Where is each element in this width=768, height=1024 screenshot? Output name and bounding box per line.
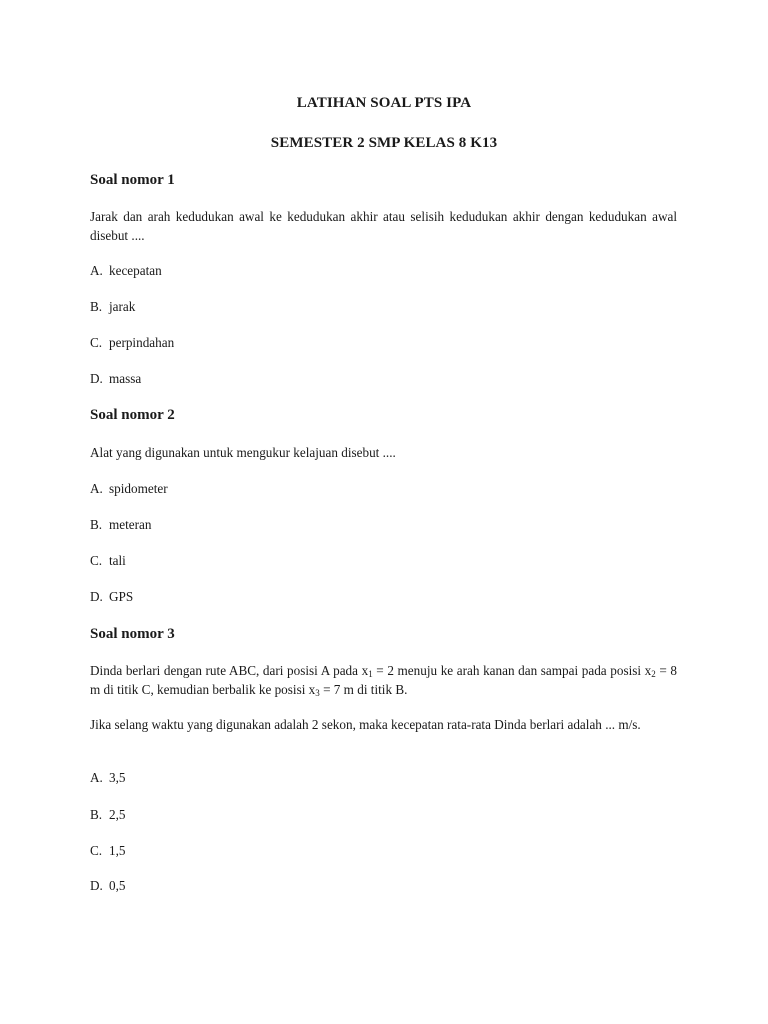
option-letter: D. xyxy=(90,589,103,604)
option-letter: D. xyxy=(90,878,103,893)
scenario-text-part: = 7 m di titik B. xyxy=(319,682,408,697)
question-3-text: Jika selang waktu yang digunakan adalah 2 sekon, maka kecepatan rata-rata Dinda berlari adalah ... m/s. xyxy=(90,717,641,732)
question-1-option-d xyxy=(90,370,141,388)
question-2-heading: Soal nomor 2 xyxy=(90,407,175,423)
question-3-option-a xyxy=(90,769,125,787)
option-letter: C. xyxy=(90,335,103,350)
option-text: tali xyxy=(109,553,126,568)
option-text: 0,5 xyxy=(109,878,126,893)
question-1-option-a xyxy=(90,262,162,280)
option-text: 1,5 xyxy=(109,843,126,858)
option-text: 3,5 xyxy=(109,770,126,785)
option-letter: B. xyxy=(90,517,103,532)
option-letter: A. xyxy=(90,263,103,278)
document-subtitle: SEMESTER 2 SMP KELAS 8 K13 xyxy=(270,135,498,151)
question-1-heading: Soal nomor 1 xyxy=(90,172,175,188)
option-text: kecepatan xyxy=(109,263,162,278)
question-2-option-d xyxy=(90,588,133,606)
question-1-option-b xyxy=(90,298,135,316)
option-letter: D. xyxy=(90,371,103,386)
option-text: jarak xyxy=(109,299,136,314)
option-letter: A. xyxy=(90,770,103,785)
option-text: 2,5 xyxy=(109,807,126,822)
question-2-option-c xyxy=(90,552,126,570)
option-letter: B. xyxy=(90,807,103,822)
document-title: LATIHAN SOAL PTS IPA xyxy=(296,95,472,111)
question-2-option-a xyxy=(90,480,168,498)
question-3-option-c xyxy=(90,842,125,860)
question-3-heading: Soal nomor 3 xyxy=(90,626,175,642)
option-letter: A. xyxy=(90,481,103,496)
question-3-scenario xyxy=(90,661,677,699)
option-text: meteran xyxy=(109,517,152,532)
scenario-text-part: = 8 m di titik C, kemudian berbalik ke posisi x xyxy=(90,663,677,697)
subscript: 2 xyxy=(651,669,656,679)
subscript: 3 xyxy=(315,688,320,698)
question-2-option-b xyxy=(90,516,151,534)
option-text: spidometer xyxy=(109,481,168,496)
subscript: 1 xyxy=(368,669,373,679)
question-1-text: Jarak dan arah kedudukan awal ke kedudukan akhir atau selisih kedudukan akhir dengan kedudukan awal disebut .... xyxy=(90,209,677,243)
question-3-option-d xyxy=(90,877,125,895)
option-letter: C. xyxy=(90,553,103,568)
question-3-option-b xyxy=(90,806,125,824)
scenario-text-part: Dinda berlari dengan rute ABC, dari posisi A pada x xyxy=(90,663,369,678)
option-letter: B. xyxy=(90,299,103,314)
option-text: massa xyxy=(109,371,142,386)
question-2-text: Alat yang digunakan untuk mengukur kelajuan disebut .... xyxy=(90,445,396,460)
scenario-text-part: = 2 menuju ke arah kanan dan sampai pada posisi x xyxy=(372,663,652,678)
option-text: perpindahan xyxy=(109,335,175,350)
question-1-option-c xyxy=(90,334,174,352)
option-text: GPS xyxy=(109,589,134,604)
option-letter: C. xyxy=(90,843,103,858)
